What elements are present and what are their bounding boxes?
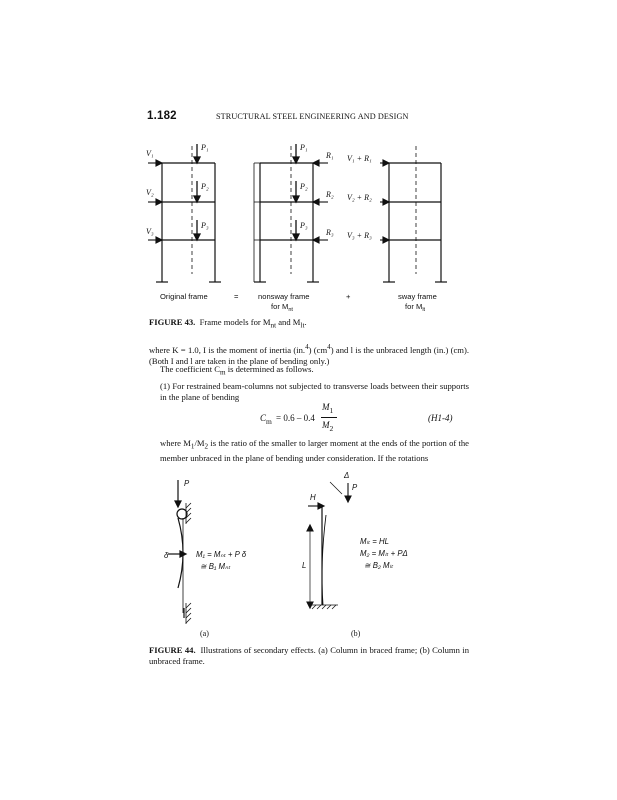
label-v3: V₃ bbox=[146, 227, 154, 236]
paragraph-moment-ratio: where $M_1/M_2$ is the ratio of the smaller to larger moment at the ends of the portion of the member unbraced in the plane of bending under consideration. If the rotations bbox=[160, 438, 469, 463]
label-original-frame: Original frame bbox=[160, 292, 208, 301]
running-title: STRUCTURAL STEEL ENGINEERING AND DESIGN bbox=[216, 112, 409, 121]
label-nonsway-1: nonsway frame bbox=[258, 292, 310, 301]
label-p3-nonsway: P₃ bbox=[300, 221, 308, 230]
label-equals: = bbox=[234, 292, 239, 301]
fig44a-moment-1: M₁ = Mₙₜ + P δ bbox=[196, 550, 247, 559]
label-r1: R₁ bbox=[326, 151, 334, 160]
label-p2-nonsway: P₂ bbox=[300, 182, 308, 191]
fig44b-load-p: P bbox=[352, 483, 358, 492]
label-sway-2: V₂ + R₂ bbox=[347, 193, 372, 202]
label-r2: R₂ bbox=[326, 190, 334, 199]
label-p2-original: P₂ bbox=[201, 182, 209, 191]
fig44a-load-p: P bbox=[184, 479, 190, 488]
fig44b-delta: Δ bbox=[344, 471, 350, 480]
label-sway-1: V₁ + R₁ bbox=[347, 154, 372, 163]
label-p3-original: P₃ bbox=[201, 221, 209, 230]
fig44a-moment-2: ≅ B₁ Mₙₜ bbox=[200, 562, 231, 571]
fig44b-moment-3: ≅ B₂ Mₗₜ bbox=[364, 561, 394, 570]
label-sway-frame-2: for $M_{lt}$ bbox=[405, 302, 426, 313]
label-p1-original: P₁ bbox=[201, 143, 209, 152]
label-p1-nonsway: P₁ bbox=[300, 143, 308, 152]
page-number: 1.182 bbox=[147, 110, 177, 122]
equation-h1-4: $C_m$ = 0.6 – 0.4 $M_1$ $M_2$ (H1-4) bbox=[260, 402, 453, 433]
fig44b-label: (b) bbox=[351, 629, 361, 638]
label-nonsway-2: for $M_{nt}$ bbox=[271, 302, 293, 313]
figure-43-caption: FIGURE 43. Frame models for $M_{nt}$ and $M_{lt}$. bbox=[149, 317, 307, 330]
figure-44-caption: FIGURE 44. Illustrations of secondary effects. (a) Column in braced frame; (b) Column in unbraced frame. bbox=[149, 645, 469, 666]
paragraph-inertia: where K = 1.0, I is the moment of inertia (in.$^4$) $(cm^4)$ and l is the unbraced length (in.) (cm). (Both I and l are taken in the plane of bending only.) bbox=[149, 343, 469, 367]
fig44a-delta: δ bbox=[164, 551, 169, 560]
label-v2: V₂ bbox=[146, 188, 154, 197]
figure-44-secondary-effects bbox=[164, 468, 440, 643]
fig44b-moment-1: Mₗₜ = HL bbox=[360, 537, 389, 546]
figure-43-frame-models bbox=[140, 134, 470, 314]
fig44b-moment-2: M₂ = Mₗₜ + PΔ bbox=[360, 549, 408, 558]
label-v1: V₁ bbox=[146, 149, 154, 158]
fig44b-h: H bbox=[310, 493, 316, 502]
paragraph-coefficient: The coefficient $C_m$ is determined as follows. bbox=[160, 364, 314, 377]
label-r3: R₃ bbox=[326, 228, 334, 237]
label-plus: + bbox=[346, 292, 351, 301]
list-item-1: (1) For restrained beam-columns not subjected to transverse loads between their supports in the plane of bending bbox=[160, 381, 469, 403]
label-sway-frame-1: sway frame bbox=[398, 292, 437, 301]
label-sway-3: V₃ + R₃ bbox=[347, 231, 372, 240]
fig44b-l: L bbox=[302, 561, 307, 570]
fig44a-label: (a) bbox=[200, 629, 209, 638]
